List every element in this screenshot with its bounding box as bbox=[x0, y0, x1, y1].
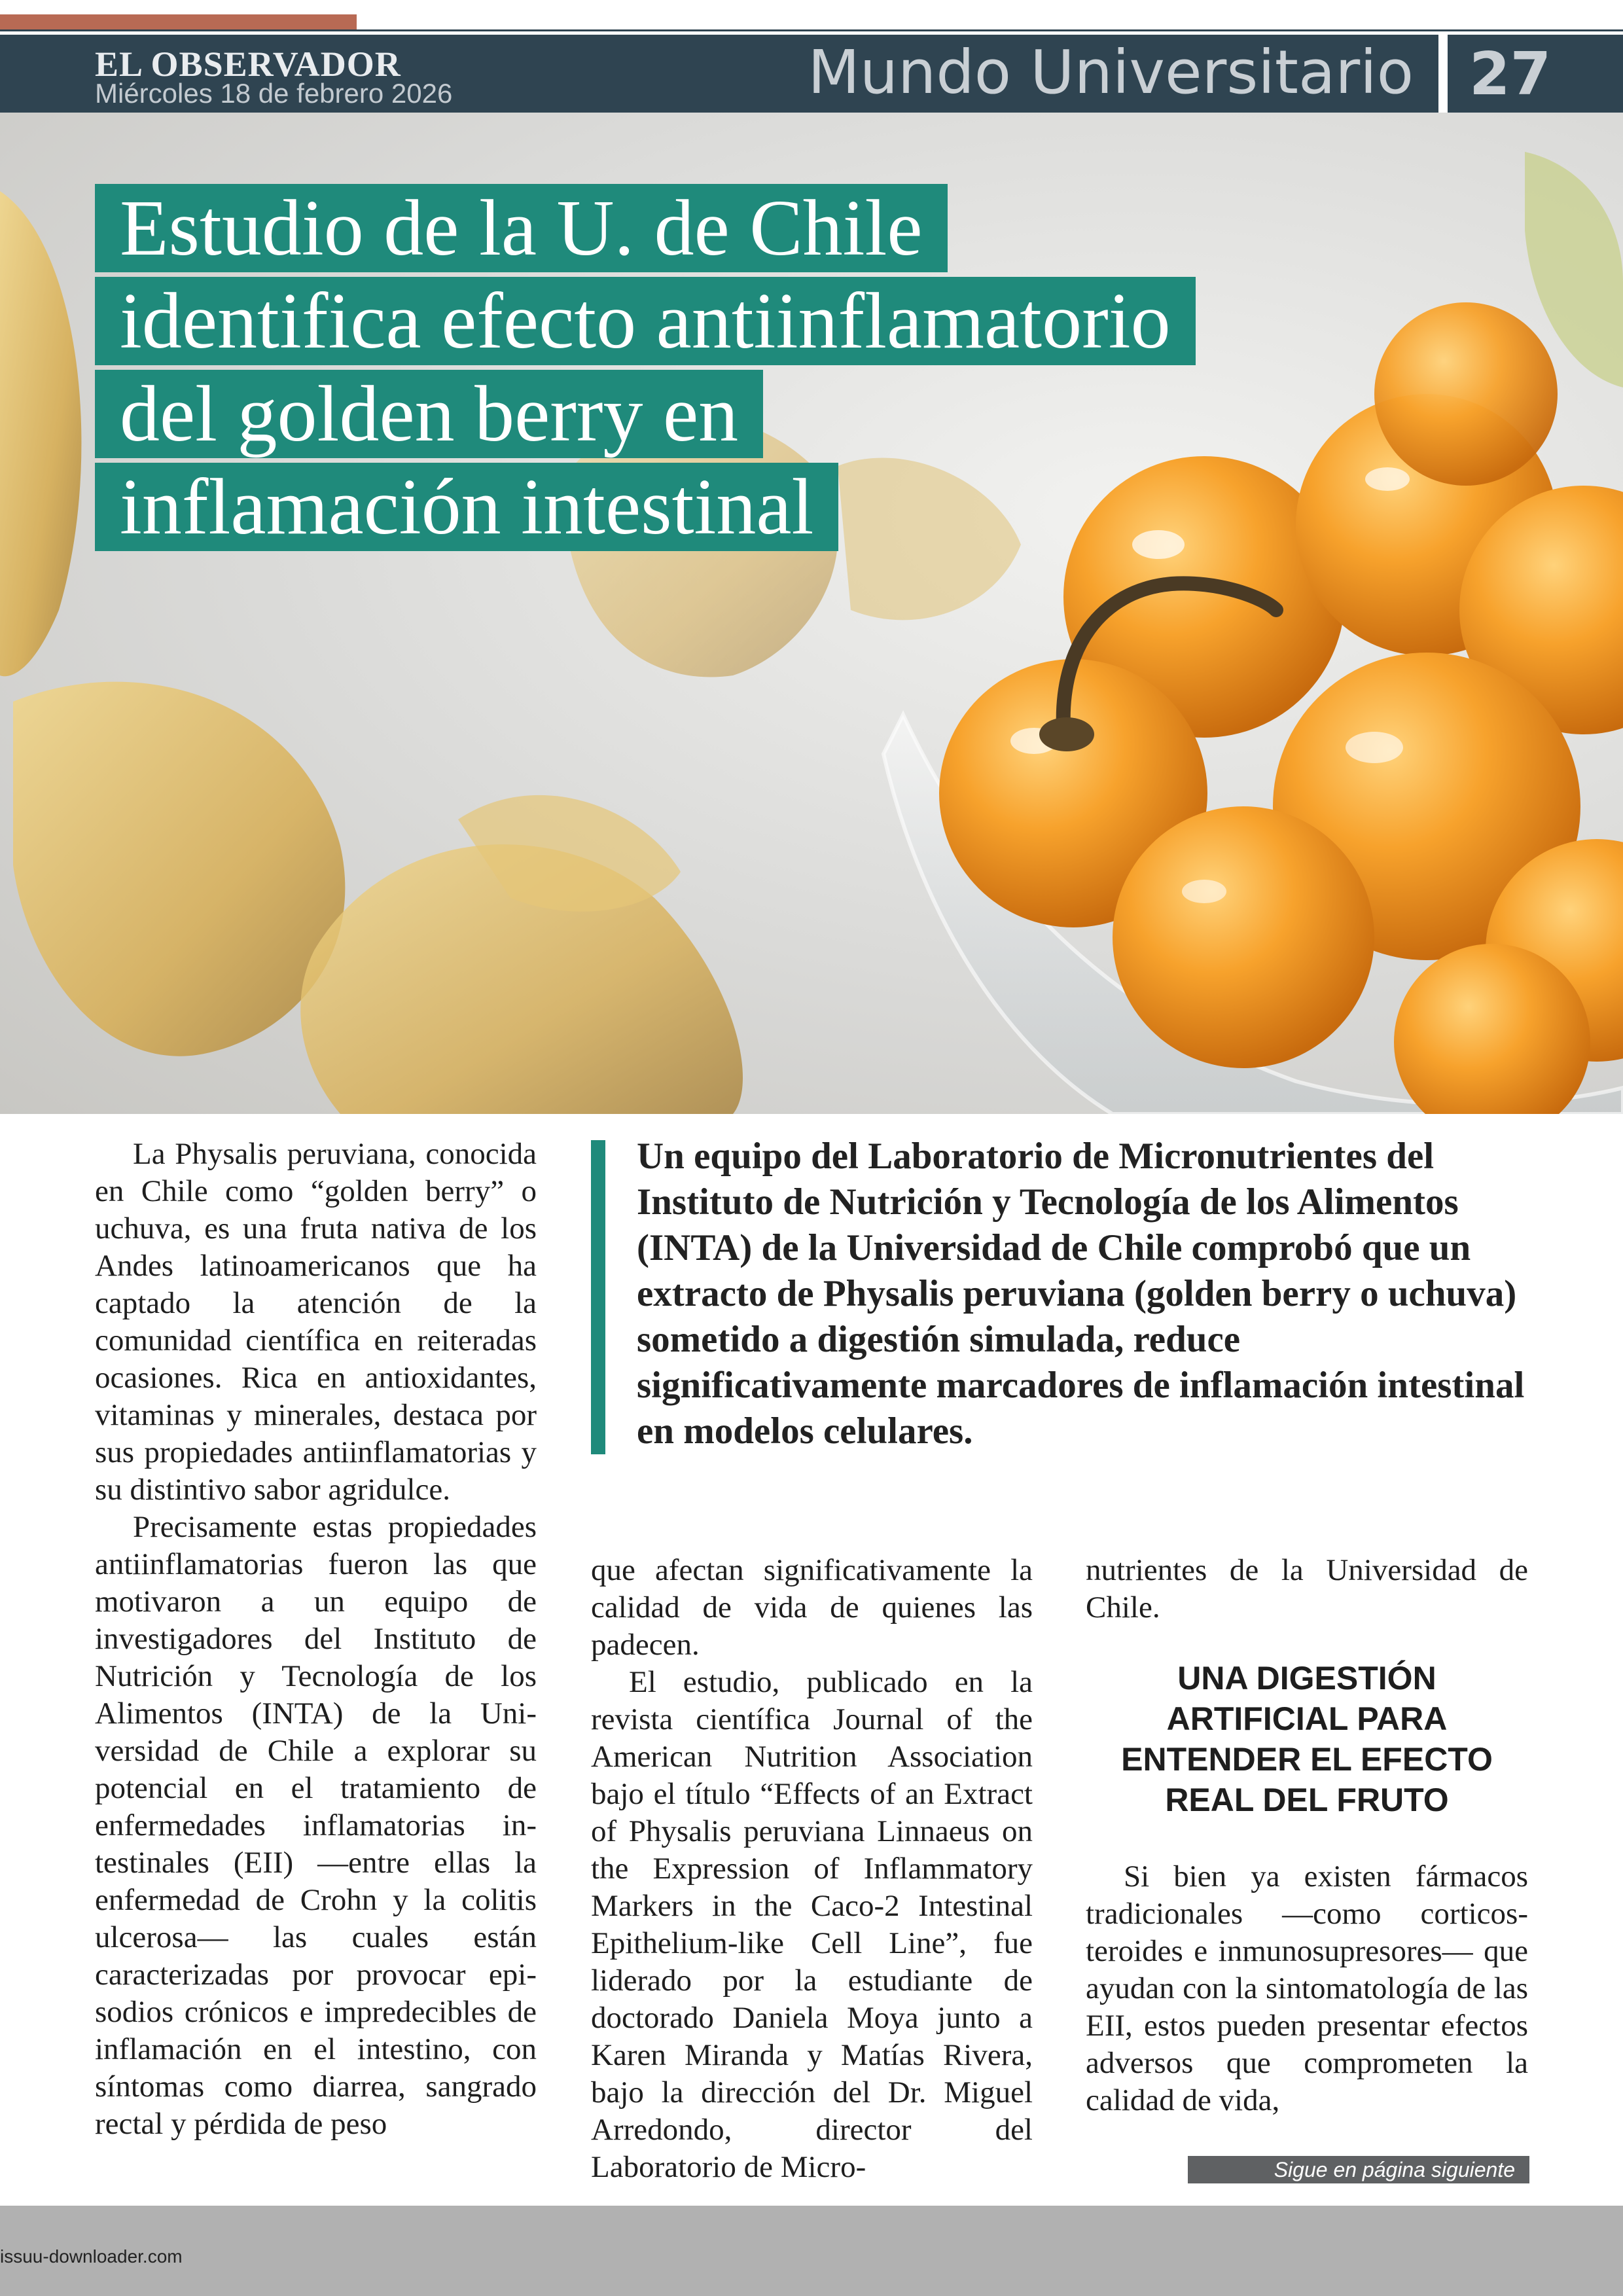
body-paragraph: Precisamente estas propiedades antiinflamatorias fueron las que motivaron a un equipo de investigadores del Instituto de Nutrición y Tecnología de los Alimentos (INTA) de la Universidad de Chile a explorar su potencial en el tratamiento de enfermedades inflamatorias intestinales (EII) —entre ellas la enfermedad de Crohn y la colitis ulcerosa— las cuales están caracterizadas por provocar episodios crónicos e impredecibles de inflamación en el intestino, con síntomas como diarrea, sangrado rectal y pérdida de peso bbox=[95, 1510, 537, 2141]
headline-line: del golden berry en bbox=[95, 370, 763, 458]
lead-accent-bar bbox=[591, 1140, 605, 1454]
continued-next-page-link[interactable]: Sigue en página siguiente bbox=[1188, 2156, 1529, 2183]
page-number: 27 bbox=[1469, 40, 1552, 109]
top-accent-bar bbox=[0, 14, 357, 31]
header-divider bbox=[1438, 35, 1448, 116]
section-title: Mundo Universitario bbox=[808, 37, 1414, 107]
article-column-1 bbox=[95, 1136, 537, 2143]
body-paragraph: nutrientes de la Universidad de Chile. bbox=[1086, 1553, 1528, 1624]
section-subheading: UNA DIGESTIÓN ARTIFICIAL PARA ENTENDER EL EFECTO REAL DEL FRUTO bbox=[1121, 1660, 1493, 1818]
publication-name: EL OBSERVADOR bbox=[95, 45, 401, 84]
source-watermark: issuu-downloader.com bbox=[0, 2246, 183, 2267]
article-column-2 bbox=[591, 1552, 1033, 2186]
article-headline bbox=[95, 182, 1196, 554]
article-lead: Un equipo del Laboratorio de Micronutrientes del Instituto de Nutrición y Tecnología de los Alimentos (INTA) de la Universidad de Chile comprobó que un extracto de Physalis peruviana (golden berry o uchuva) sometido a digestión simulada, reduce significativamente marcadores de inflamación intestinal en modelos celulares. bbox=[637, 1136, 1525, 1452]
body-paragraph: que afectan significativamente la calidad de vida de quienes las padecen. bbox=[591, 1553, 1033, 1662]
article-column-3 bbox=[1086, 1552, 1528, 2119]
body-paragraph: El estudio, publicado en la revista científica Journal of the American Nutrition Association bajo el título “Effects of an Extract of Physalis peruviana Linnaeus on the Expression of Inflammatory Markers in the Caco-2 Intestinal Epithelium-like Cell Line”, fue liderado por la estudiante de doctorado Daniela Moya junto a Karen Miranda y Matías Rivera, bajo la dirección del Dr. Miguel Arredondo, director del Laboratorio de Micro- bbox=[591, 1665, 1033, 2184]
publication-date: Miércoles 18 de febrero 2026 bbox=[95, 78, 453, 109]
headline-line: Estudio de la U. de Chile bbox=[95, 184, 948, 272]
body-paragraph: La Physalis peruviana, conocida en Chile como “golden berry” o uchuva, es una fruta nativa de los Andes latinoamericanos que ha captado la atención de la comunidad científica en reiteradas ocasiones. Rica en antioxidantes, vitaminas y minerales, destaca por sus propiedades antiinflamatorias y su distintivo sabor agridulce. bbox=[95, 1137, 537, 1507]
headline-line: inflamación intestinal bbox=[95, 463, 838, 551]
body-paragraph: Si bien ya existen fármacos tradicionales —como corticosteroides e inmunosupresores— que ayudan con la sintomatología de las EII, estos pueden presentar efectos adversos que comprometen la calidad de vida, bbox=[1086, 1859, 1528, 2117]
headline-line: identifica efecto antiinflamatorio bbox=[95, 277, 1196, 365]
hero-photo bbox=[0, 113, 1623, 1114]
page-header bbox=[0, 31, 1623, 116]
